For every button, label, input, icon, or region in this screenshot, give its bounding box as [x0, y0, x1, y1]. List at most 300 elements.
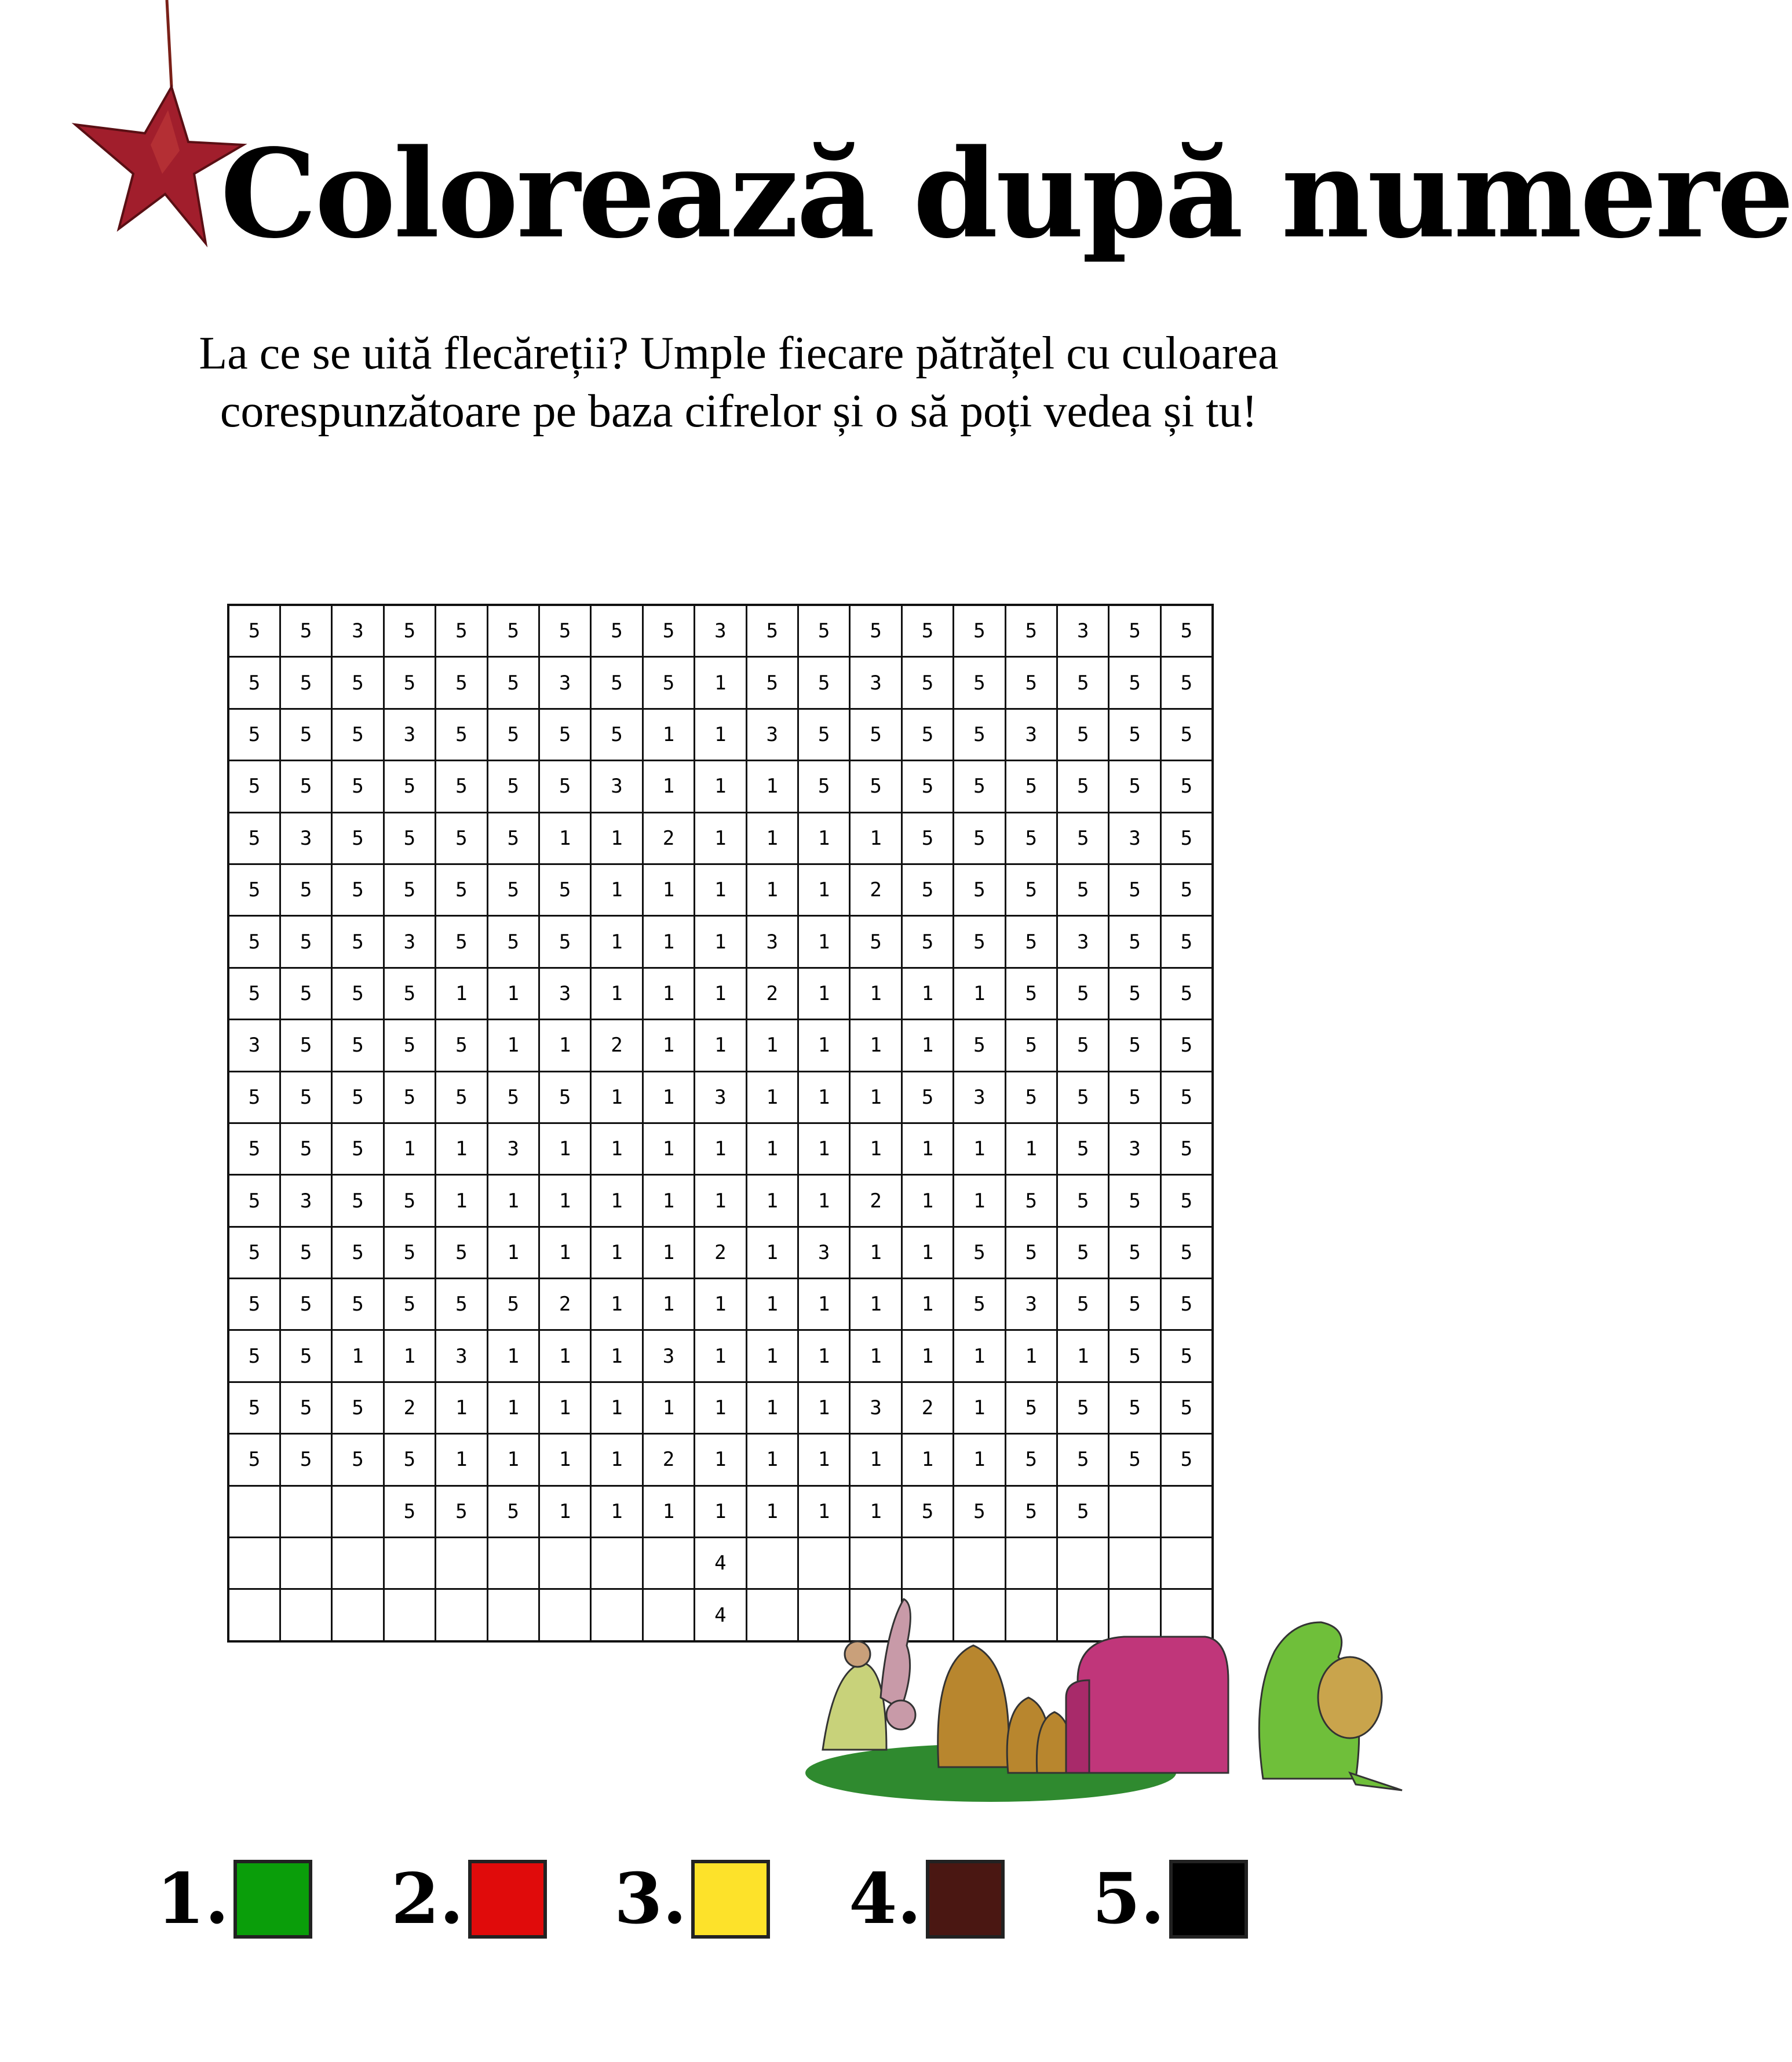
grid-cell[interactable]: 1: [902, 1227, 953, 1278]
grid-cell[interactable]: 5: [228, 605, 280, 657]
grid-cell[interactable]: 1: [643, 864, 694, 915]
grid-cell[interactable]: 1: [436, 1434, 487, 1486]
grid-cell[interactable]: 5: [228, 864, 280, 915]
grid-cell[interactable]: 5: [1057, 1486, 1109, 1537]
grid-cell[interactable]: 5: [1109, 1175, 1160, 1227]
grid-cell[interactable]: 1: [591, 1486, 643, 1537]
grid-cell[interactable]: 1: [902, 1123, 953, 1174]
grid-cell[interactable]: 5: [1109, 968, 1160, 1019]
grid-cell[interactable]: 5: [384, 1020, 435, 1071]
grid-cell[interactable]: 2: [695, 1227, 746, 1278]
grid-cell[interactable]: 5: [228, 812, 280, 864]
grid-cell[interactable]: 5: [487, 605, 539, 657]
grid-cell[interactable]: 1: [850, 1123, 902, 1174]
grid-cell[interactable]: 5: [1160, 864, 1213, 915]
grid-cell[interactable]: 3: [384, 916, 435, 968]
grid-cell[interactable]: 5: [954, 709, 1005, 760]
grid-cell[interactable]: 1: [850, 1279, 902, 1330]
grid-cell[interactable]: 1: [902, 968, 953, 1019]
grid-cell[interactable]: 1: [850, 812, 902, 864]
grid-cell[interactable]: 5: [539, 709, 590, 760]
grid-cell[interactable]: 1: [591, 968, 643, 1019]
grid-cell[interactable]: 5: [1057, 1279, 1109, 1330]
grid-cell[interactable]: [228, 1538, 280, 1589]
grid-cell[interactable]: [436, 1538, 487, 1589]
grid-cell[interactable]: 5: [591, 709, 643, 760]
grid-cell[interactable]: 5: [1160, 709, 1213, 760]
grid-cell[interactable]: 5: [332, 864, 384, 915]
grid-cell[interactable]: 1: [695, 1175, 746, 1227]
grid-cell[interactable]: 1: [850, 1486, 902, 1537]
grid-cell[interactable]: [1109, 1486, 1160, 1537]
grid-cell[interactable]: 1: [746, 1123, 798, 1174]
grid-cell[interactable]: 5: [1160, 1071, 1213, 1123]
grid-cell[interactable]: 1: [695, 1486, 746, 1537]
grid-cell[interactable]: 2: [384, 1382, 435, 1433]
grid-cell[interactable]: 1: [487, 968, 539, 1019]
grid-cell[interactable]: 5: [1109, 1382, 1160, 1433]
grid-cell[interactable]: 5: [332, 761, 384, 812]
grid-cell[interactable]: 1: [643, 1227, 694, 1278]
grid-cell[interactable]: 1: [591, 1175, 643, 1227]
grid-cell[interactable]: 5: [436, 1071, 487, 1123]
grid-cell[interactable]: 5: [332, 812, 384, 864]
grid-cell[interactable]: 5: [280, 1330, 331, 1382]
grid-cell[interactable]: 1: [850, 968, 902, 1019]
grid-cell[interactable]: 3: [695, 1071, 746, 1123]
grid-cell[interactable]: 3: [746, 916, 798, 968]
grid-cell[interactable]: 5: [1005, 916, 1057, 968]
grid-cell[interactable]: 1: [591, 1071, 643, 1123]
grid-cell[interactable]: 5: [591, 657, 643, 709]
grid-cell[interactable]: 5: [539, 761, 590, 812]
grid-cell[interactable]: 5: [228, 761, 280, 812]
grid-cell[interactable]: 5: [1057, 812, 1109, 864]
grid-cell[interactable]: 1: [539, 1175, 590, 1227]
grid-cell[interactable]: 5: [1005, 657, 1057, 709]
grid-cell[interactable]: 5: [850, 916, 902, 968]
grid-cell[interactable]: 1: [436, 1382, 487, 1433]
grid-cell[interactable]: 1: [487, 1382, 539, 1433]
grid-cell[interactable]: 5: [1057, 1020, 1109, 1071]
grid-cell[interactable]: 5: [280, 1382, 331, 1433]
grid-cell[interactable]: 1: [746, 1175, 798, 1227]
grid-cell[interactable]: 5: [1160, 1279, 1213, 1330]
grid-cell[interactable]: 5: [954, 761, 1005, 812]
grid-cell[interactable]: 1: [591, 1227, 643, 1278]
grid-cell[interactable]: 1: [591, 1279, 643, 1330]
grid-cell[interactable]: 5: [436, 812, 487, 864]
grid-cell[interactable]: 3: [798, 1227, 849, 1278]
grid-cell[interactable]: 5: [384, 1434, 435, 1486]
grid-cell[interactable]: 1: [643, 1071, 694, 1123]
grid-cell[interactable]: 1: [746, 864, 798, 915]
grid-cell[interactable]: 5: [954, 1279, 1005, 1330]
grid-cell[interactable]: 5: [539, 916, 590, 968]
grid-cell[interactable]: 5: [850, 761, 902, 812]
grid-cell[interactable]: 5: [280, 1279, 331, 1330]
grid-cell[interactable]: 3: [539, 657, 590, 709]
grid-cell[interactable]: 1: [695, 968, 746, 1019]
grid-cell[interactable]: 1: [746, 1486, 798, 1537]
grid-cell[interactable]: 5: [1005, 968, 1057, 1019]
grid-cell[interactable]: 1: [954, 1123, 1005, 1174]
grid-cell[interactable]: 1: [902, 1434, 953, 1486]
grid-cell[interactable]: 1: [695, 709, 746, 760]
grid-cell[interactable]: 2: [643, 1434, 694, 1486]
grid-cell[interactable]: 5: [1160, 812, 1213, 864]
grid-cell[interactable]: 5: [332, 1279, 384, 1330]
grid-cell[interactable]: 5: [332, 1071, 384, 1123]
grid-cell[interactable]: 1: [798, 1382, 849, 1433]
grid-cell[interactable]: 5: [332, 1227, 384, 1278]
grid-cell[interactable]: [332, 1486, 384, 1537]
grid-cell[interactable]: 1: [1005, 1123, 1057, 1174]
grid-cell[interactable]: 5: [487, 916, 539, 968]
grid-cell[interactable]: 1: [436, 968, 487, 1019]
grid-cell[interactable]: 2: [850, 1175, 902, 1227]
grid-cell[interactable]: 5: [1005, 1071, 1057, 1123]
grid-cell[interactable]: 5: [228, 968, 280, 1019]
grid-cell[interactable]: 4: [695, 1538, 746, 1589]
grid-cell[interactable]: 5: [228, 1227, 280, 1278]
grid-cell[interactable]: [384, 1538, 435, 1589]
grid-cell[interactable]: 5: [384, 864, 435, 915]
grid-cell[interactable]: 5: [902, 1486, 953, 1537]
grid-cell[interactable]: 5: [487, 709, 539, 760]
grid-cell[interactable]: 1: [539, 1434, 590, 1486]
grid-cell[interactable]: 3: [436, 1330, 487, 1382]
grid-cell[interactable]: [384, 1589, 435, 1641]
grid-cell[interactable]: 5: [436, 657, 487, 709]
grid-cell[interactable]: 5: [384, 605, 435, 657]
grid-cell[interactable]: 1: [539, 1382, 590, 1433]
grid-cell[interactable]: [280, 1486, 331, 1537]
grid-cell[interactable]: 5: [487, 1486, 539, 1537]
grid-cell[interactable]: 5: [1057, 709, 1109, 760]
grid-cell[interactable]: 1: [695, 1434, 746, 1486]
grid-cell[interactable]: 3: [1005, 1279, 1057, 1330]
grid-cell[interactable]: 1: [798, 812, 849, 864]
grid-cell[interactable]: 1: [798, 1123, 849, 1174]
grid-cell[interactable]: [332, 1589, 384, 1641]
grid-cell[interactable]: 5: [280, 1123, 331, 1174]
grid-cell[interactable]: 3: [850, 657, 902, 709]
grid-cell[interactable]: 5: [228, 709, 280, 760]
grid-cell[interactable]: 5: [1005, 1175, 1057, 1227]
grid-cell[interactable]: 3: [1057, 605, 1109, 657]
grid-cell[interactable]: 1: [695, 761, 746, 812]
grid-cell[interactable]: 2: [539, 1279, 590, 1330]
grid-cell[interactable]: 5: [228, 1071, 280, 1123]
grid-cell[interactable]: 1: [746, 1434, 798, 1486]
grid-cell[interactable]: 1: [695, 1123, 746, 1174]
grid-cell[interactable]: 1: [798, 1071, 849, 1123]
grid-cell[interactable]: 5: [1160, 1175, 1213, 1227]
grid-cell[interactable]: 5: [1057, 1227, 1109, 1278]
grid-cell[interactable]: 1: [850, 1434, 902, 1486]
grid-cell[interactable]: 5: [1057, 761, 1109, 812]
grid-cell[interactable]: 5: [280, 968, 331, 1019]
grid-cell[interactable]: 5: [902, 864, 953, 915]
grid-cell[interactable]: 5: [1160, 968, 1213, 1019]
grid-cell[interactable]: 1: [902, 1279, 953, 1330]
grid-cell[interactable]: 1: [591, 916, 643, 968]
grid-cell[interactable]: 1: [850, 1020, 902, 1071]
grid-cell[interactable]: 1: [1057, 1330, 1109, 1382]
grid-cell[interactable]: 5: [280, 761, 331, 812]
grid-cell[interactable]: 5: [1057, 1071, 1109, 1123]
grid-cell[interactable]: 5: [539, 1071, 590, 1123]
grid-cell[interactable]: 1: [487, 1175, 539, 1227]
grid-cell[interactable]: 1: [539, 1020, 590, 1071]
grid-cell[interactable]: 5: [1057, 1175, 1109, 1227]
grid-cell[interactable]: 5: [384, 1227, 435, 1278]
grid-cell[interactable]: 1: [798, 1020, 849, 1071]
grid-cell[interactable]: 5: [902, 812, 953, 864]
grid-cell[interactable]: 1: [643, 1486, 694, 1537]
grid-cell[interactable]: 1: [746, 1227, 798, 1278]
grid-cell[interactable]: 5: [798, 761, 849, 812]
grid-cell[interactable]: 1: [384, 1123, 435, 1174]
grid-cell[interactable]: 5: [1109, 1279, 1160, 1330]
grid-cell[interactable]: 5: [280, 1020, 331, 1071]
grid-cell[interactable]: 1: [643, 1175, 694, 1227]
grid-cell[interactable]: 5: [487, 864, 539, 915]
grid-cell[interactable]: [487, 1589, 539, 1641]
grid-cell[interactable]: 1: [695, 864, 746, 915]
grid-cell[interactable]: 5: [954, 1486, 1005, 1537]
grid-cell[interactable]: 3: [1005, 709, 1057, 760]
grid-cell[interactable]: 5: [1160, 1020, 1213, 1071]
grid-cell[interactable]: 1: [798, 1486, 849, 1537]
grid-cell[interactable]: 5: [280, 657, 331, 709]
grid-cell[interactable]: [539, 1538, 590, 1589]
grid-cell[interactable]: 3: [746, 709, 798, 760]
grid-cell[interactable]: 3: [591, 761, 643, 812]
grid-cell[interactable]: 5: [228, 916, 280, 968]
grid-cell[interactable]: [280, 1589, 331, 1641]
grid-cell[interactable]: 5: [798, 709, 849, 760]
grid-cell[interactable]: 5: [746, 657, 798, 709]
grid-cell[interactable]: 1: [539, 1330, 590, 1382]
grid-cell[interactable]: 1: [798, 864, 849, 915]
grid-cell[interactable]: 5: [1057, 1434, 1109, 1486]
grid-cell[interactable]: 3: [954, 1071, 1005, 1123]
grid-cell[interactable]: 5: [280, 605, 331, 657]
grid-cell[interactable]: 1: [798, 1434, 849, 1486]
grid-cell[interactable]: 1: [643, 1020, 694, 1071]
grid-cell[interactable]: 3: [1109, 1123, 1160, 1174]
grid-cell[interactable]: 5: [954, 657, 1005, 709]
grid-cell[interactable]: 5: [798, 605, 849, 657]
grid-cell[interactable]: 5: [1160, 761, 1213, 812]
grid-cell[interactable]: 5: [280, 916, 331, 968]
grid-cell[interactable]: 5: [436, 864, 487, 915]
grid-cell[interactable]: [228, 1589, 280, 1641]
grid-cell[interactable]: 1: [902, 1020, 953, 1071]
grid-cell[interactable]: 1: [850, 1330, 902, 1382]
grid-cell[interactable]: 5: [1160, 1227, 1213, 1278]
grid-cell[interactable]: 1: [954, 1382, 1005, 1433]
grid-cell[interactable]: 5: [902, 916, 953, 968]
grid-cell[interactable]: 1: [436, 1123, 487, 1174]
grid-cell[interactable]: 1: [954, 1330, 1005, 1382]
grid-cell[interactable]: [1160, 1486, 1213, 1537]
grid-cell[interactable]: 1: [384, 1330, 435, 1382]
grid-cell[interactable]: [746, 1589, 798, 1641]
grid-cell[interactable]: 5: [228, 657, 280, 709]
grid-cell[interactable]: 1: [695, 657, 746, 709]
grid-cell[interactable]: 5: [1005, 605, 1057, 657]
grid-cell[interactable]: 4: [695, 1589, 746, 1641]
grid-cell[interactable]: 3: [280, 1175, 331, 1227]
grid-cell[interactable]: 1: [332, 1330, 384, 1382]
grid-cell[interactable]: 5: [436, 1020, 487, 1071]
grid-cell[interactable]: 5: [332, 916, 384, 968]
grid-cell[interactable]: 3: [643, 1330, 694, 1382]
grid-cell[interactable]: 1: [643, 709, 694, 760]
grid-cell[interactable]: 1: [746, 812, 798, 864]
grid-cell[interactable]: [591, 1589, 643, 1641]
grid-cell[interactable]: 5: [1057, 968, 1109, 1019]
grid-cell[interactable]: 5: [1109, 605, 1160, 657]
grid-cell[interactable]: 5: [1005, 864, 1057, 915]
grid-cell[interactable]: 2: [902, 1382, 953, 1433]
grid-cell[interactable]: 1: [798, 1279, 849, 1330]
grid-cell[interactable]: 1: [954, 1175, 1005, 1227]
grid-cell[interactable]: 5: [850, 709, 902, 760]
grid-cell[interactable]: 5: [1109, 709, 1160, 760]
grid-cell[interactable]: 5: [436, 916, 487, 968]
grid-cell[interactable]: 1: [487, 1434, 539, 1486]
grid-cell[interactable]: 5: [591, 605, 643, 657]
grid-cell[interactable]: 5: [954, 1020, 1005, 1071]
grid-cell[interactable]: 5: [436, 605, 487, 657]
grid-cell[interactable]: 5: [280, 1434, 331, 1486]
grid-cell[interactable]: 5: [643, 605, 694, 657]
grid-cell[interactable]: 1: [850, 1071, 902, 1123]
grid-cell[interactable]: 5: [1160, 605, 1213, 657]
grid-cell[interactable]: 1: [591, 1123, 643, 1174]
grid-cell[interactable]: 2: [850, 864, 902, 915]
grid-cell[interactable]: 1: [643, 1123, 694, 1174]
grid-cell[interactable]: 1: [487, 1227, 539, 1278]
grid-cell[interactable]: 5: [280, 1227, 331, 1278]
grid-cell[interactable]: 1: [591, 1382, 643, 1433]
grid-cell[interactable]: [487, 1538, 539, 1589]
grid-cell[interactable]: 5: [228, 1175, 280, 1227]
grid-cell[interactable]: 1: [591, 864, 643, 915]
grid-cell[interactable]: 5: [954, 812, 1005, 864]
grid-cell[interactable]: [643, 1589, 694, 1641]
grid-cell[interactable]: [591, 1538, 643, 1589]
grid-cell[interactable]: 5: [1057, 657, 1109, 709]
grid-cell[interactable]: 5: [1005, 761, 1057, 812]
grid-cell[interactable]: 1: [902, 1175, 953, 1227]
grid-cell[interactable]: 5: [487, 1071, 539, 1123]
grid-cell[interactable]: 5: [436, 1486, 487, 1537]
grid-cell[interactable]: 1: [954, 968, 1005, 1019]
grid-cell[interactable]: 5: [332, 968, 384, 1019]
grid-cell[interactable]: 5: [1160, 1330, 1213, 1382]
grid-cell[interactable]: 5: [384, 1175, 435, 1227]
grid-cell[interactable]: 1: [695, 1020, 746, 1071]
grid-cell[interactable]: 5: [384, 657, 435, 709]
grid-cell[interactable]: [539, 1589, 590, 1641]
grid-cell[interactable]: 1: [695, 812, 746, 864]
grid-cell[interactable]: 1: [850, 1227, 902, 1278]
grid-cell[interactable]: 2: [746, 968, 798, 1019]
grid-cell[interactable]: 1: [643, 968, 694, 1019]
grid-cell[interactable]: 5: [954, 916, 1005, 968]
grid-cell[interactable]: [643, 1538, 694, 1589]
grid-cell[interactable]: 5: [1005, 1382, 1057, 1433]
grid-cell[interactable]: [280, 1538, 331, 1589]
grid-cell[interactable]: 5: [1109, 1227, 1160, 1278]
grid-cell[interactable]: 5: [1160, 916, 1213, 968]
grid-cell[interactable]: 1: [798, 916, 849, 968]
grid-cell[interactable]: 5: [902, 605, 953, 657]
grid-cell[interactable]: 5: [643, 657, 694, 709]
grid-cell[interactable]: 1: [746, 1020, 798, 1071]
grid-cell[interactable]: 5: [902, 657, 953, 709]
grid-cell[interactable]: 5: [1109, 1434, 1160, 1486]
grid-cell[interactable]: 5: [1005, 1227, 1057, 1278]
grid-cell[interactable]: 1: [954, 1434, 1005, 1486]
grid-cell[interactable]: 5: [1005, 1486, 1057, 1537]
grid-cell[interactable]: 5: [332, 657, 384, 709]
grid-cell[interactable]: 5: [1160, 1382, 1213, 1433]
grid-cell[interactable]: 5: [539, 864, 590, 915]
grid-cell[interactable]: 5: [850, 605, 902, 657]
grid-cell[interactable]: [332, 1538, 384, 1589]
grid-cell[interactable]: 1: [695, 1382, 746, 1433]
grid-cell[interactable]: 1: [746, 1330, 798, 1382]
grid-cell[interactable]: 1: [643, 761, 694, 812]
grid-cell[interactable]: 3: [1057, 916, 1109, 968]
grid-cell[interactable]: 5: [1109, 916, 1160, 968]
grid-cell[interactable]: 3: [539, 968, 590, 1019]
grid-cell[interactable]: 3: [384, 709, 435, 760]
grid-cell[interactable]: 1: [591, 812, 643, 864]
grid-cell[interactable]: 3: [695, 605, 746, 657]
grid-cell[interactable]: 5: [1005, 1020, 1057, 1071]
grid-cell[interactable]: 5: [1109, 1020, 1160, 1071]
grid-cell[interactable]: 3: [1109, 812, 1160, 864]
grid-cell[interactable]: 5: [487, 761, 539, 812]
grid-cell[interactable]: 5: [954, 1227, 1005, 1278]
grid-cell[interactable]: 1: [746, 761, 798, 812]
grid-cell[interactable]: 1: [539, 1123, 590, 1174]
grid-cell[interactable]: 1: [798, 968, 849, 1019]
grid-cell[interactable]: 5: [332, 1020, 384, 1071]
grid-cell[interactable]: 5: [384, 812, 435, 864]
grid-cell[interactable]: 5: [487, 812, 539, 864]
grid-cell[interactable]: 5: [1160, 1123, 1213, 1174]
grid-cell[interactable]: 5: [332, 709, 384, 760]
grid-cell[interactable]: 3: [850, 1382, 902, 1433]
grid-cell[interactable]: 5: [228, 1382, 280, 1433]
grid-cell[interactable]: 3: [487, 1123, 539, 1174]
grid-cell[interactable]: 5: [332, 1382, 384, 1433]
grid-cell[interactable]: 5: [902, 1071, 953, 1123]
grid-cell[interactable]: 1: [746, 1382, 798, 1433]
grid-cell[interactable]: 1: [487, 1330, 539, 1382]
grid-cell[interactable]: 5: [332, 1123, 384, 1174]
grid-cell[interactable]: 1: [746, 1071, 798, 1123]
grid-cell[interactable]: 3: [332, 605, 384, 657]
